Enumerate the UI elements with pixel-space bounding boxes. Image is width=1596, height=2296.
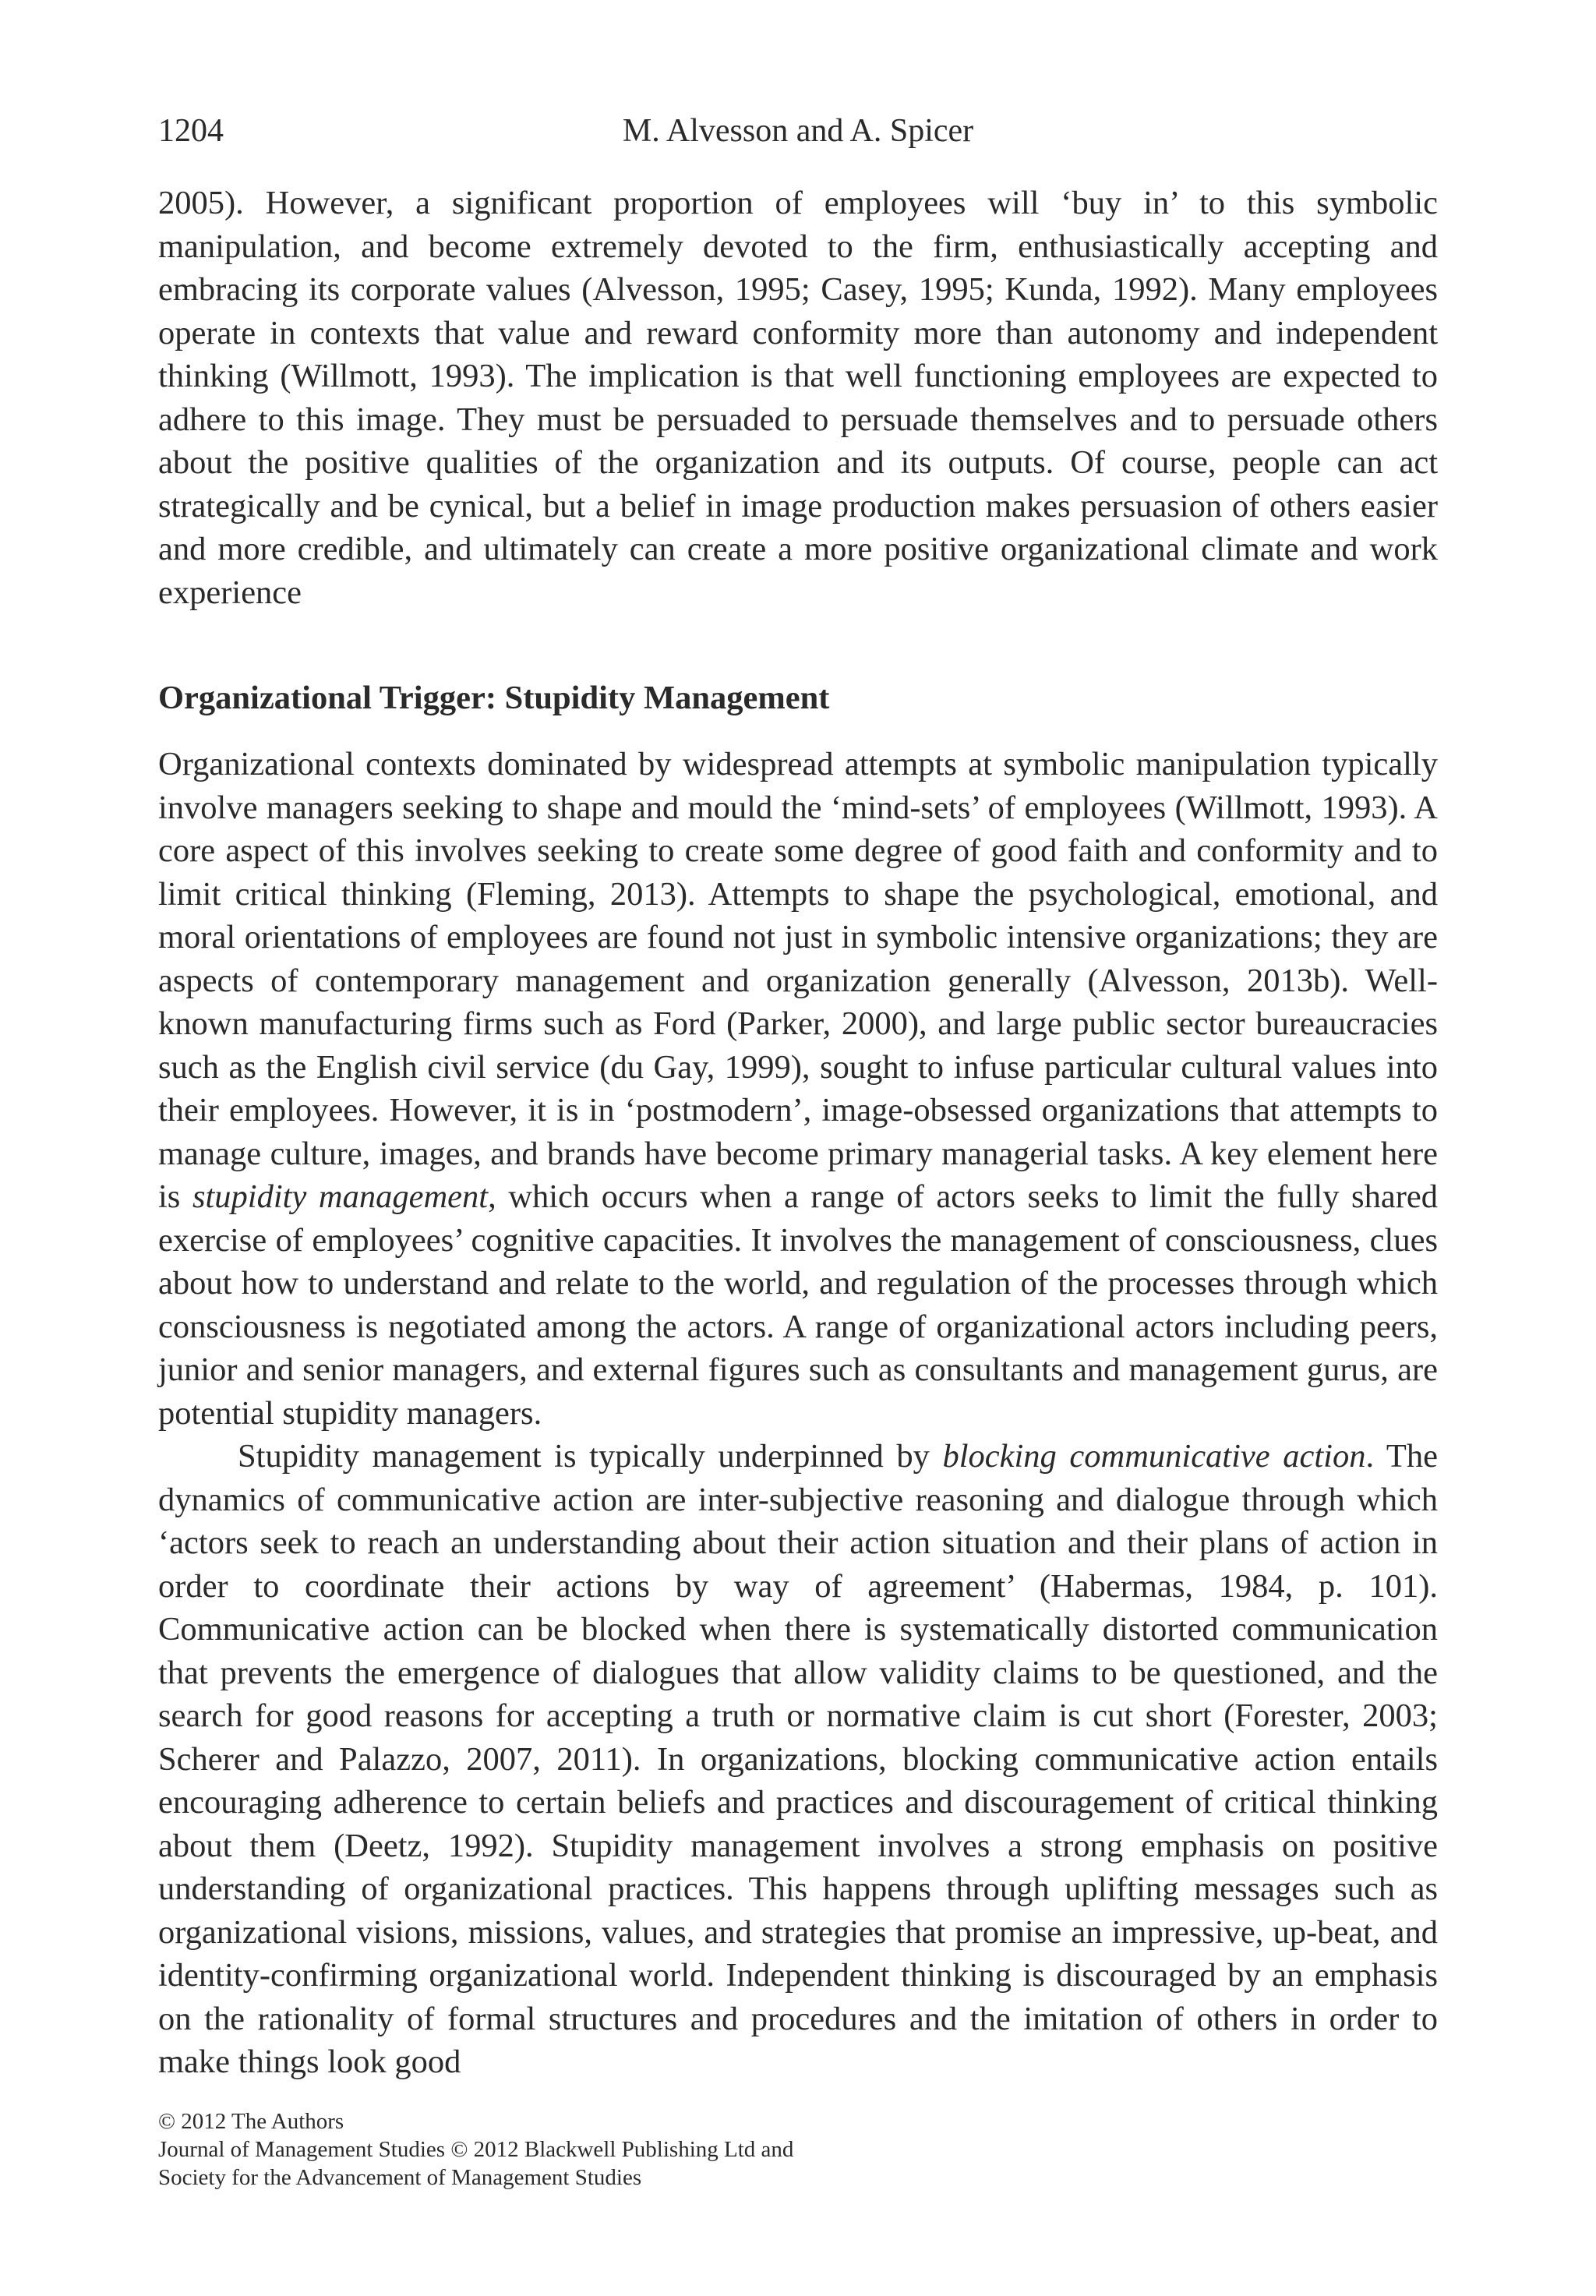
paragraph-text: Organizational contexts dominated by widespread attempts at symbolic manipulation typically involve managers seeking to shape and mould the ‘mind-sets’ of employees (Willmott, 1993). A core aspect of this involves seeking to create some degree of good faith and conformity and to limit critical thinking (Fleming, 2013). Attempts to shape the psychological, emotional, and moral orientations of employees are found not just in symbolic intensive organizations; they are aspects of contemporary management and organization generally (Alvesson, 2013b). Well-known manufacturing firms such as Ford (Parker, 2000), and large public sector bureaucracies such as the English civil service (du Gay, 1999), sought to infuse particular cultural values into their employees. However, it is in ‘postmodern’, image-obsessed organizations that attempts to manage culture, images, and brands have become primary managerial tasks. A key element here is bbox=[158, 746, 1438, 1215]
copyright-footer bbox=[158, 2107, 1093, 2192]
society-line: Society for the Advancement of Management Studies bbox=[158, 2165, 642, 2190]
section-heading: Organizational Trigger: Stupidity Management bbox=[158, 680, 830, 716]
copyright-line: © 2012 The Authors bbox=[158, 2109, 344, 2134]
body-block-section bbox=[158, 743, 1438, 2084]
paragraph-continued: 2005). However, a significant proportion of employees will ‘buy in’ to this symbolic manipulation, and become extremely devoted to the firm, enthusiastically accepting and embracing its corporate values (Alvesson, 1995; Casey, 1995; Kunda, 1992). Many employees operate in contexts that value and reward conformity more than autonomy and independent thinking (Willmott, 1993). The implication is that well functioning employees are expected to adhere to this image. They must be persuaded to persuade themselves and to persuade others about the positive qualities of the organization and its outputs. Of course, people can act strategically and be cynical, but a belief in image production makes persuasion of others easier and more credible, and ultimately can create a more positive organizational climate and work experience bbox=[158, 185, 1438, 611]
paragraph-stupidity-management bbox=[158, 743, 1438, 1435]
running-head-authors: M. Alvesson and A. Spicer bbox=[622, 113, 974, 149]
journal-line: Journal of Management Studies © 2012 Blackwell Publishing Ltd and bbox=[158, 2137, 794, 2162]
emphasis-term: stupidity management bbox=[192, 1178, 489, 1215]
paragraph-text: Stupidity management is typically underpinned by bbox=[238, 1438, 943, 1475]
body-block-continued bbox=[158, 182, 1438, 614]
running-head bbox=[158, 109, 1438, 153]
page-number: 1204 bbox=[158, 113, 224, 149]
emphasis-term: blocking communicative action bbox=[942, 1438, 1366, 1475]
paragraph-text: , which occurs when a range of actors seeks to limit the fully shared exercise of employees’ cognitive capacities. It involves the management of consciousness, clues about how to understand and relate to the world, and regulation of the processes through which consciousness is negotiated among the actors. A range of organizational actors including peers, junior and senior managers, and external figures such as consultants and management gurus, are potential stupidity managers. bbox=[158, 1178, 1438, 1432]
paragraph-text: . The dynamics of communicative action are inter-subjective reasoning and dialogue through which ‘actors seek to reach an understanding about their action situation and their plans of action in order to coordinate their actions by way of agreement’ (Habermas, 1984, p. 101). Communicative action can be blocked when there is systematically distorted communication that prevents the emergence of dialogues that allow validity claims to be questioned, and the search for good reasons for accepting a truth or normative claim is cut short (Forester, 2003; Scherer and Palazzo, 2007, 2011). In organizations, blocking communicative action entails encouraging adherence to certain beliefs and practices and discouragement of critical thinking about them (Deetz, 1992). Stupidity management involves a strong emphasis on positive understanding of organizational practices. This happens through uplifting messages such as organizational visions, missions, values, and strategies that promise an impressive, up-beat, and identity-confirming organizational world. Independent thinking is discouraged by an emphasis on the rationality of formal structures and procedures and the imitation of others in order to make things look good bbox=[158, 1438, 1438, 2080]
paragraph-communicative-action bbox=[158, 1435, 1438, 2084]
